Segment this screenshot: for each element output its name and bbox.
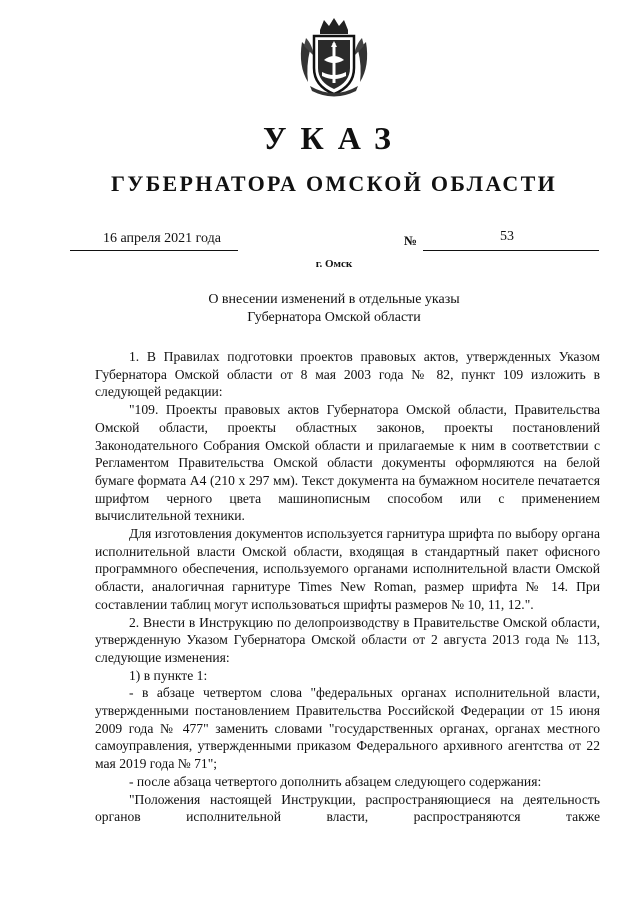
- omsk-coat-of-arms-emblem: [296, 16, 372, 98]
- paragraph-1: 1. В Правилах подготовки проектов правовых актов, утвержденных Указом Губернатора Омской области от 8 мая 2003 года № 82, пункт 109 изложить в следующей редакции:: [95, 349, 600, 400]
- number-sign: №: [404, 233, 418, 248]
- paragraph-4: 2. Внести в Инструкцию по делопроизводству в Правительстве Омской области, утвержденную Указом Губернатора Омской области от 2 августа 2013 года № 113, следующие изменения:: [95, 614, 600, 665]
- paragraph-6: - в абзаце четвертом слова "федеральных органах исполнительной власти, утвержденными постановлением Правительства Российской Федерации от 15 июня 2009 года № 477" заменить словами "государственных органах, органах местного самоуправления, утвержденными приказом Федерального архивного агентства от 22 мая 2019 года № 71";: [95, 685, 600, 772]
- decree-heading: [0, 291, 640, 327]
- heading-line-2: Губернатора Омской области: [247, 310, 421, 325]
- paragraph-5: 1) в пункте 1:: [129, 667, 208, 683]
- city-label: г. Омск: [315, 258, 353, 270]
- decree-number: 53: [500, 229, 514, 244]
- decree-date: 16 апреля 2021 года: [103, 231, 221, 246]
- heading-line-1: О внесении изменений в отдельные указы: [208, 292, 460, 307]
- paragraph-7: - после абзаца четвертого дополнить абзацем следующего содержания:: [129, 773, 542, 789]
- paragraph-2: "109. Проекты правовых актов Губернатора Омской области, Правительства Омской области, проекты областных законов, проекты постановлений Законодательного Собрания Омской области и прилагаемые к ним в соответствии с Регламентом Правительства Омской области документы оформляются на белой бумаге формата А4 (210 х 297 мм). Текст документа на бумажном носителе печатается шрифтом черного цвета машинописным способом или с применением вычислительной техники.: [95, 402, 600, 524]
- paragraph-8: "Положения настоящей Инструкции, распространяющиеся на деятельность органов исполнительной власти, распространяются также: [95, 791, 600, 825]
- decree-title: УКАЗ: [263, 120, 405, 156]
- decree-subtitle: ГУБЕРНАТОРА ОМСКОЙ ОБЛАСТИ: [110, 171, 558, 196]
- decree-body: [95, 348, 600, 826]
- paragraph-3: Для изготовления документов используется гарнитура шрифта по выбору органа исполнительной власти Омской области, входящая в стандартный пакет офисного программного обеспечения, используемого органами исполнительной власти Омской области, аналогичная гарнитуре Times New Roman, размер шрифта № 14. При составлении таблиц могут использоваться шрифты размеров № 10, 11, 12.".: [95, 526, 600, 612]
